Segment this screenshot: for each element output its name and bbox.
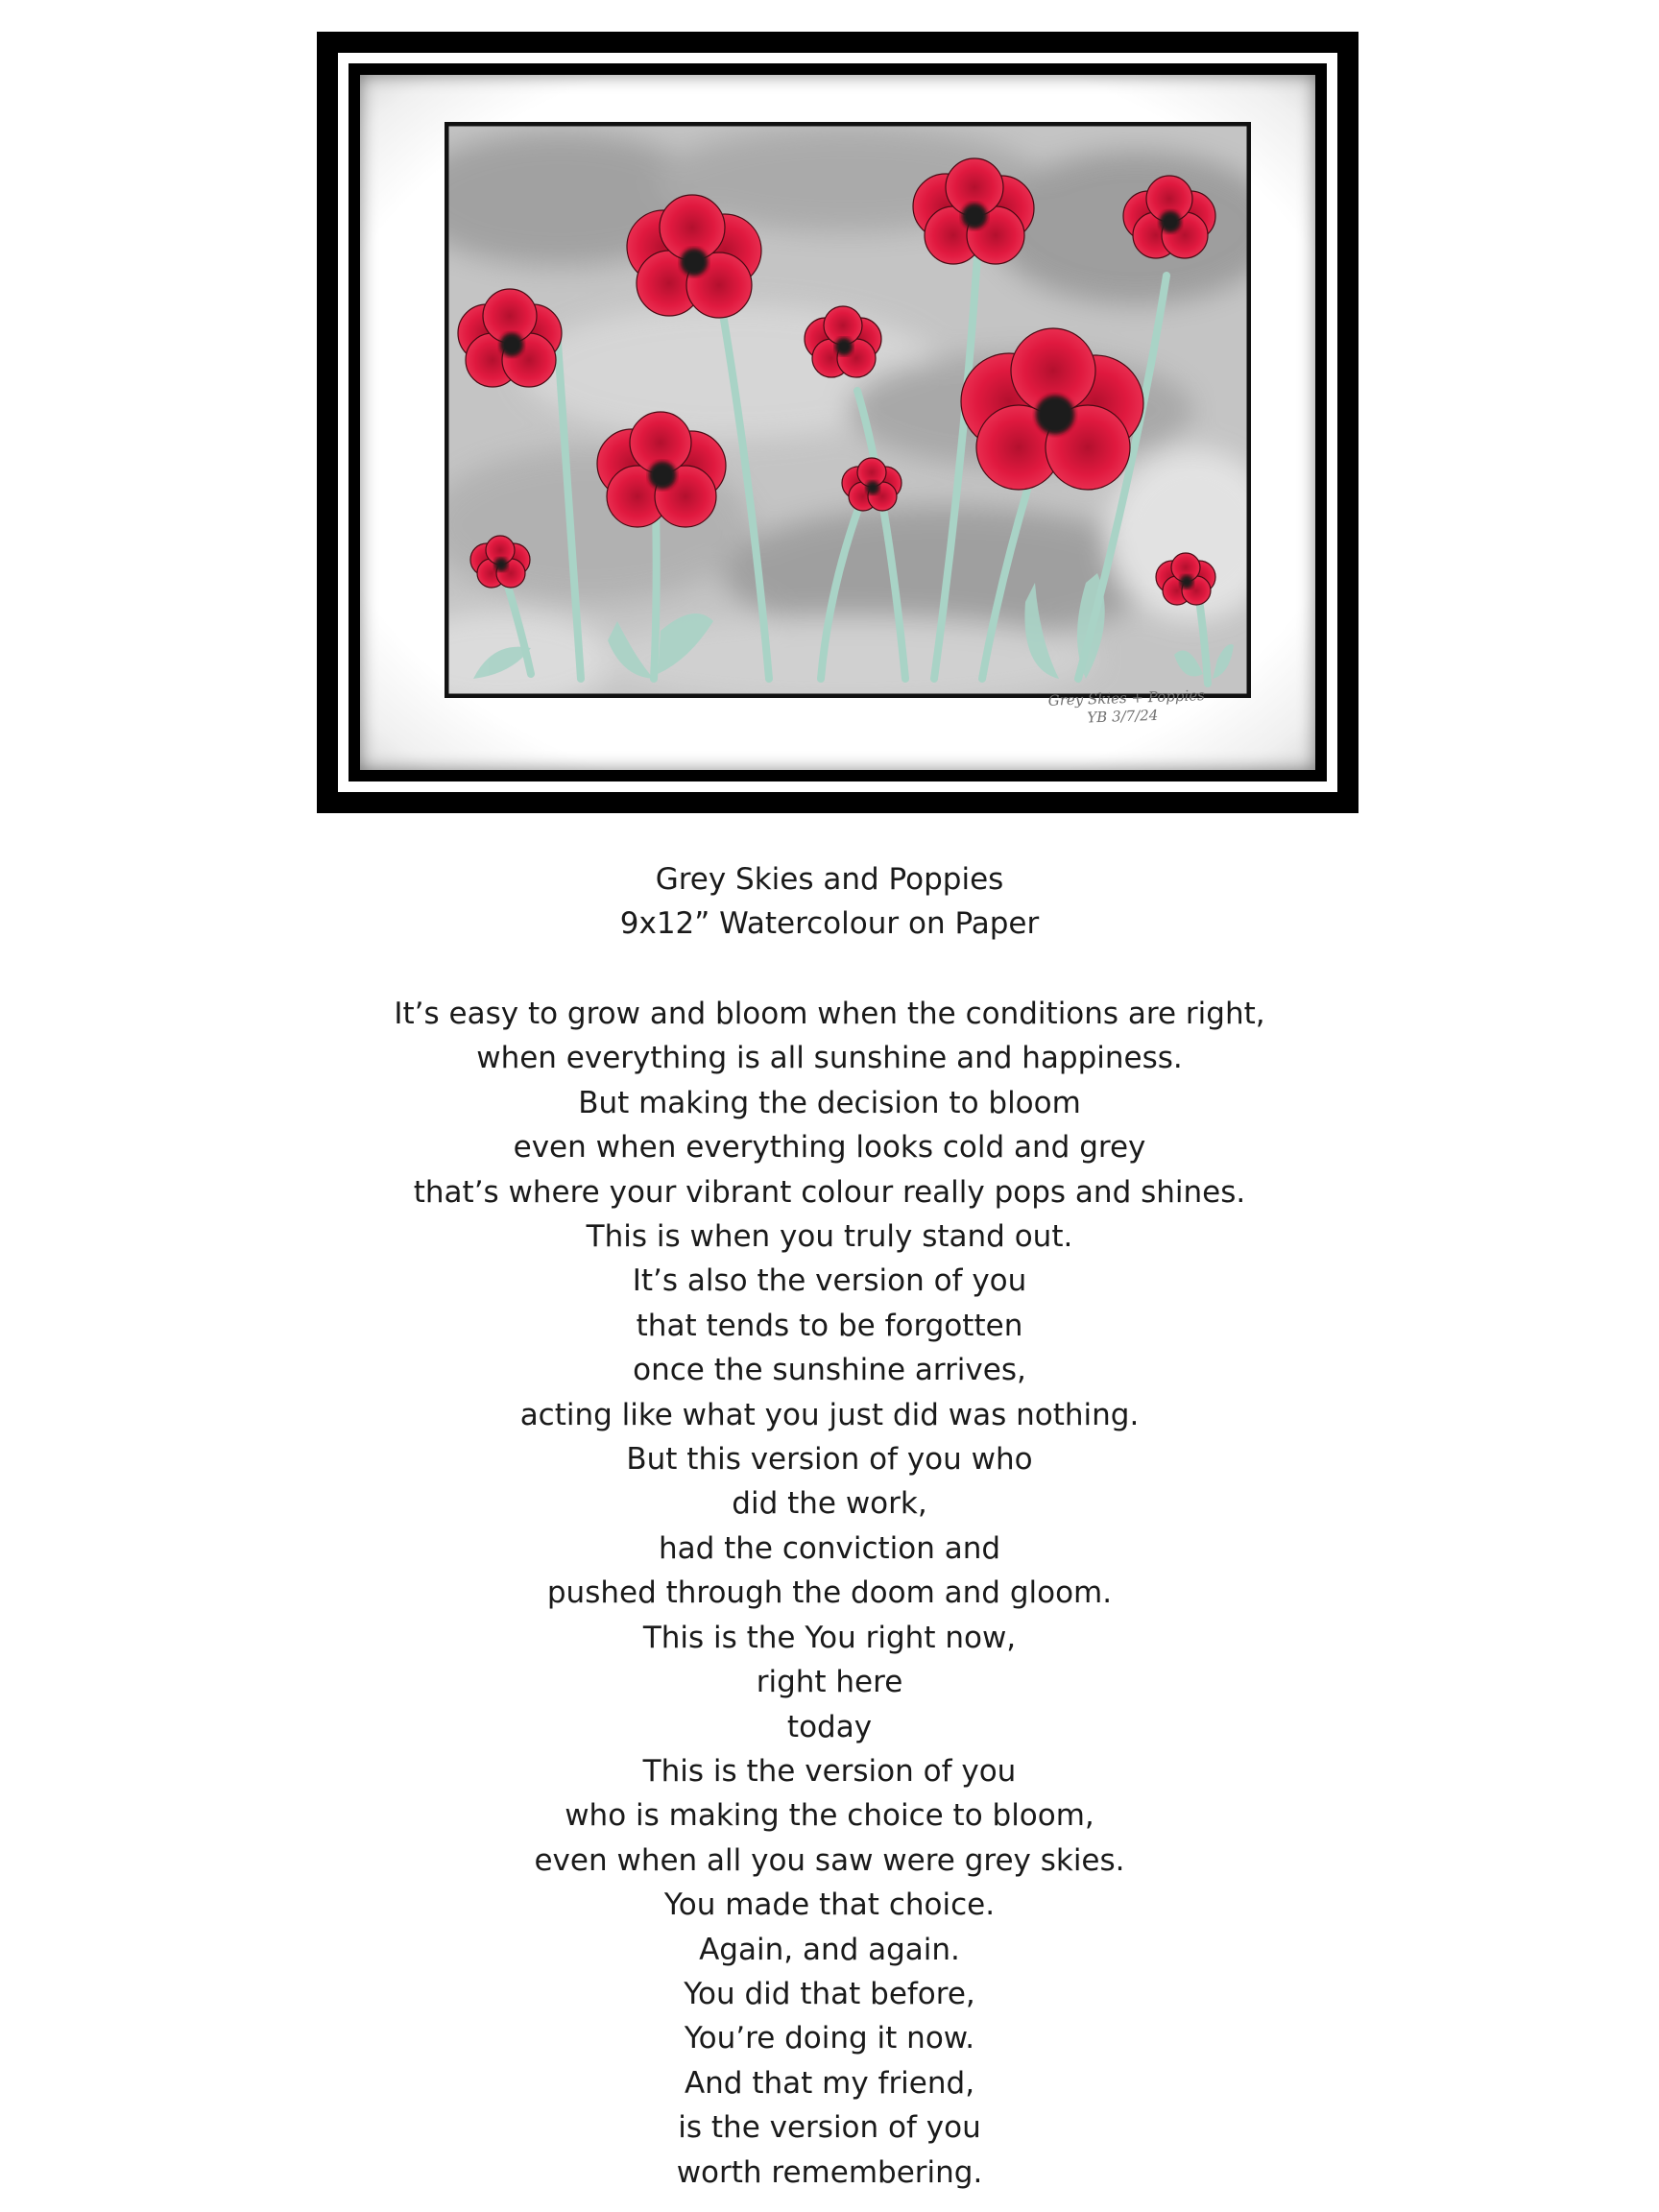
poem-line: acting like what you just did was nothing.: [519, 1397, 1140, 1432]
poem-line: This is the You right now,: [642, 1620, 1017, 1655]
artwork-caption: [0, 857, 1659, 946]
poem-line: worth remembering.: [676, 2154, 983, 2190]
poem-line: when everything is all sunshine and happiness.: [476, 1041, 1183, 1076]
poem-line: who is making the choice to bloom,: [565, 1798, 1094, 1834]
poem-line: And that my friend,: [684, 2065, 975, 2101]
poem-line: Again, and again.: [699, 1932, 960, 1967]
poem-line: But making the decision to bloom: [578, 1085, 1081, 1120]
poem-line: even when all you saw were grey skies.: [534, 1842, 1125, 1878]
poem-line: This is the version of you: [642, 1753, 1017, 1789]
poem-line: You’re doing it now.: [684, 2021, 975, 2056]
poem-line: right here: [756, 1665, 903, 1700]
poem-line: did the work,: [732, 1486, 927, 1522]
poem-line: that’s where your vibrant colour really pops and shines.: [413, 1174, 1246, 1210]
poem-line: It’s easy to grow and bloom when the conditions are right,: [394, 997, 1265, 1031]
poem-line: You made that choice.: [663, 1887, 996, 1923]
signature-initials-date: YB 3/7/24: [1087, 706, 1159, 727]
poem-line: You did that before,: [684, 1976, 975, 2011]
poem: [0, 992, 1659, 2195]
poem-line: that tends to be forgotten: [636, 1308, 1023, 1343]
poem-line: It’s also the version of you: [632, 1263, 1027, 1299]
poem-line: even when everything looks cold and grey: [513, 1130, 1146, 1166]
poem-line: pushed through the doom and gloom.: [546, 1575, 1113, 1611]
artwork-medium: 9x12” Watercolour on Paper: [619, 906, 1040, 941]
poppies-painting: [445, 122, 1251, 698]
poem-line: But this version of you who: [626, 1442, 1033, 1478]
poem-line: is the version of you: [678, 2110, 981, 2146]
poem-line: once the sunshine arrives,: [633, 1353, 1026, 1388]
artwork-title: Grey Skies and Poppies: [655, 862, 1004, 897]
poem-line: today: [786, 1709, 873, 1744]
signature-title: Grey Skies + Poppies: [1047, 686, 1206, 709]
artist-signature: [1047, 686, 1205, 729]
poem-line: This is when you truly stand out.: [586, 1219, 1073, 1255]
poem-line: had the conviction and: [658, 1530, 1001, 1566]
